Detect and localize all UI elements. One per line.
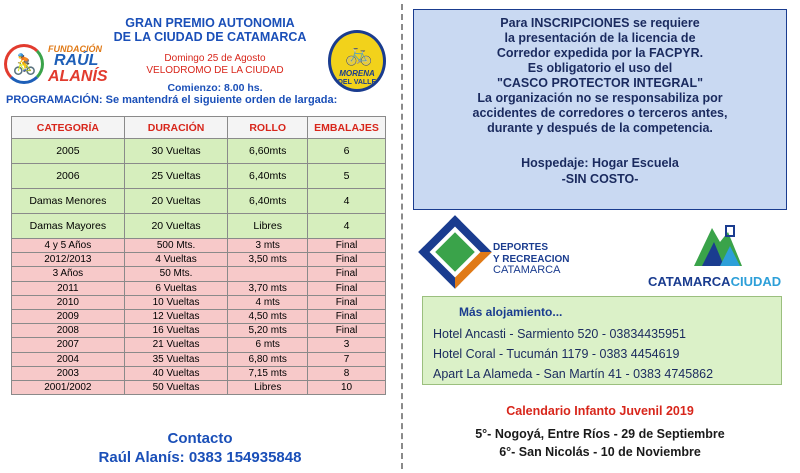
cell-duracion: 25 Vueltas bbox=[124, 164, 228, 189]
cell-duracion: 40 Vueltas bbox=[124, 366, 228, 380]
programacion-heading: PROGRAMACIÓN: Se mantendrá el siguiente orden de largada: bbox=[6, 94, 338, 106]
lodging-item: Apart La Alameda - San Martín 41 - 0383 4745862 bbox=[433, 367, 714, 381]
table-row bbox=[12, 164, 386, 189]
cell-rollo: Libres bbox=[228, 380, 308, 394]
cell-duracion: 20 Vueltas bbox=[124, 189, 228, 214]
cell-categoria: 2005 bbox=[12, 139, 125, 164]
table-row bbox=[12, 324, 386, 338]
cell-duracion: 4 Vueltas bbox=[124, 253, 228, 267]
cell-duracion: 10 Vueltas bbox=[124, 295, 228, 309]
cell-rollo: 6 mts bbox=[228, 338, 308, 352]
wordmark-part1: CATAMARCA bbox=[648, 274, 731, 289]
table-row bbox=[12, 189, 386, 214]
dep-logo-line1: DEPORTES bbox=[493, 242, 549, 253]
race-schedule-table bbox=[11, 116, 386, 395]
table-row bbox=[12, 214, 386, 239]
event-title-line2: DE LA CIUDAD DE CATAMARCA bbox=[113, 30, 307, 44]
cell-duracion: 12 Vueltas bbox=[124, 309, 228, 323]
table-row bbox=[12, 281, 386, 295]
cell-categoria: 2012/2013 bbox=[12, 253, 125, 267]
cell-rollo: 6,80 mts bbox=[228, 352, 308, 366]
info-line: Hospedaje: Hogar Escuela bbox=[521, 156, 679, 170]
cell-categoria: 2008 bbox=[12, 324, 125, 338]
header-categoria: CATEGORÍA bbox=[12, 117, 125, 139]
cell-rollo: 6,60mts bbox=[228, 139, 308, 164]
morena-logo-line2: DEL VALLE bbox=[337, 79, 377, 86]
cell-rollo: 6,40mts bbox=[228, 189, 308, 214]
event-venue: VELODROMO DE LA CIUDAD bbox=[146, 65, 284, 76]
header-embalajes: EMBALAJES bbox=[308, 117, 386, 139]
bicycle-icon: 🚲 bbox=[345, 41, 373, 66]
cell-embalajes: Final bbox=[308, 253, 386, 267]
dep-logo-line2: Y RECREACION bbox=[493, 254, 570, 265]
table-row bbox=[12, 139, 386, 164]
wordmark-part2: CIUDAD bbox=[730, 274, 782, 289]
contact-phone: Raúl Alanís: 0383 154935848 bbox=[98, 449, 302, 466]
dep-logo-line3: CATAMARCA bbox=[493, 264, 561, 276]
cell-embalajes: 10 bbox=[308, 380, 386, 394]
event-start-time: Comienzo: 8.00 hs. bbox=[167, 82, 263, 94]
cell-categoria: Damas Mayores bbox=[12, 214, 125, 239]
lodging-item: Hotel Coral - Tucumán 1179 - 0383 4454619 bbox=[433, 347, 680, 361]
table-header-row bbox=[12, 117, 386, 139]
calendar-heading: Calendario Infanto Juvenil 2019 bbox=[506, 404, 694, 418]
cell-duracion: 50 Vueltas bbox=[124, 380, 228, 394]
fundacion-raul-alanis-logo bbox=[4, 42, 108, 90]
cell-categoria: 2001/2002 bbox=[12, 380, 125, 394]
table-row bbox=[12, 253, 386, 267]
dashed-divider bbox=[401, 4, 403, 469]
cell-categoria: 2011 bbox=[12, 281, 125, 295]
contact-heading: Contacto bbox=[167, 430, 233, 447]
table-row bbox=[12, 352, 386, 366]
cell-rollo bbox=[228, 267, 308, 281]
cell-rollo: 7,15 mts bbox=[228, 366, 308, 380]
cell-duracion: 35 Vueltas bbox=[124, 352, 228, 366]
lodging-heading: Más alojamiento... bbox=[459, 305, 563, 319]
cyclist-icon: 🚴 bbox=[12, 54, 37, 76]
cell-categoria: 2009 bbox=[12, 309, 125, 323]
cell-duracion: 30 Vueltas bbox=[124, 139, 228, 164]
cell-rollo: 4,50 mts bbox=[228, 309, 308, 323]
catamarca-ciudad-logo bbox=[646, 214, 796, 296]
info-line: Corredor expedida por la FACPYR. bbox=[496, 46, 704, 60]
info-line: Para INSCRIPCIONES se requiere bbox=[500, 16, 700, 30]
lodging-item: Hotel Ancasti - Sarmiento 520 - 03834435951 bbox=[433, 327, 686, 341]
header-rollo: ROLLO bbox=[228, 117, 308, 139]
info-line: accidentes de corredores o terceros antes, bbox=[472, 106, 728, 120]
mountain-icon bbox=[690, 220, 744, 270]
cell-embalajes: 4 bbox=[308, 214, 386, 239]
morena-logo-line1: MORENA bbox=[339, 69, 375, 78]
cell-rollo: 5,20 mts bbox=[228, 324, 308, 338]
cell-categoria: 2006 bbox=[12, 164, 125, 189]
calendar-item: 6°- San Nicolás - 10 de Noviembre bbox=[499, 445, 701, 459]
cell-duracion: 6 Vueltas bbox=[124, 281, 228, 295]
cell-rollo: Libres bbox=[228, 214, 308, 239]
info-line: -SIN COSTO- bbox=[561, 172, 639, 186]
cell-categoria: 2003 bbox=[12, 366, 125, 380]
logo-fundacion-label: FUNDACIÓN bbox=[48, 44, 102, 54]
cell-embalajes: 7 bbox=[308, 352, 386, 366]
event-date: Domingo 25 de Agosto bbox=[164, 53, 266, 64]
cell-duracion: 500 Mts. bbox=[124, 239, 228, 253]
cell-rollo: 3,50 mts bbox=[228, 253, 308, 267]
cell-duracion: 20 Vueltas bbox=[124, 214, 228, 239]
deportes-recreacion-logo bbox=[427, 222, 597, 292]
cell-rollo: 6,40mts bbox=[228, 164, 308, 189]
info-line: Es obligatorio el uso del bbox=[527, 61, 673, 75]
cell-categoria: 2010 bbox=[12, 295, 125, 309]
cell-duracion: 16 Vueltas bbox=[124, 324, 228, 338]
cell-embalajes: Final bbox=[308, 324, 386, 338]
cell-categoria: 2004 bbox=[12, 352, 125, 366]
cell-categoria: Damas Menores bbox=[12, 189, 125, 214]
info-line: "CASCO PROTECTOR INTEGRAL" bbox=[496, 76, 704, 90]
info-line: la presentación de la licencia de bbox=[504, 31, 696, 45]
cell-rollo: 3 mts bbox=[228, 239, 308, 253]
table-row bbox=[12, 239, 386, 253]
event-title-line1: GRAN PREMIO AUTONOMIA bbox=[125, 16, 295, 30]
cell-categoria: 2007 bbox=[12, 338, 125, 352]
registration-info-box bbox=[413, 9, 787, 210]
logo-name-first: RAÚL bbox=[54, 52, 99, 69]
info-line: La organización no se responsabiliza por bbox=[477, 91, 723, 105]
calendar-item: 5°- Nogoyá, Entre Ríos - 29 de Septiembre bbox=[475, 427, 725, 441]
table-row bbox=[12, 267, 386, 281]
cell-embalajes: Final bbox=[308, 295, 386, 309]
cell-rollo: 3,70 mts bbox=[228, 281, 308, 295]
table-row bbox=[12, 380, 386, 394]
cell-rollo: 4 mts bbox=[228, 295, 308, 309]
cell-embalajes: 3 bbox=[308, 338, 386, 352]
cell-embalajes: 8 bbox=[308, 366, 386, 380]
header-duracion: DURACIÓN bbox=[124, 117, 228, 139]
info-line: durante y después de la competencia. bbox=[487, 121, 713, 135]
cell-embalajes: Final bbox=[308, 281, 386, 295]
cell-embalajes: 5 bbox=[308, 164, 386, 189]
table-row bbox=[12, 309, 386, 323]
lodging-box bbox=[422, 296, 782, 385]
cell-embalajes: Final bbox=[308, 239, 386, 253]
cell-embalajes: 4 bbox=[308, 189, 386, 214]
cell-embalajes: Final bbox=[308, 267, 386, 281]
table-row bbox=[12, 366, 386, 380]
logo-name-last: ALANÍS bbox=[48, 68, 108, 85]
cell-categoria: 4 y 5 Años bbox=[12, 239, 125, 253]
cell-duracion: 50 Mts. bbox=[124, 267, 228, 281]
cell-embalajes: Final bbox=[308, 309, 386, 323]
cell-embalajes: 6 bbox=[308, 139, 386, 164]
cell-duracion: 21 Vueltas bbox=[124, 338, 228, 352]
catamarca-ciudad-wordmark bbox=[648, 274, 781, 289]
cell-categoria: 3 Años bbox=[12, 267, 125, 281]
table-row bbox=[12, 338, 386, 352]
table-row bbox=[12, 295, 386, 309]
